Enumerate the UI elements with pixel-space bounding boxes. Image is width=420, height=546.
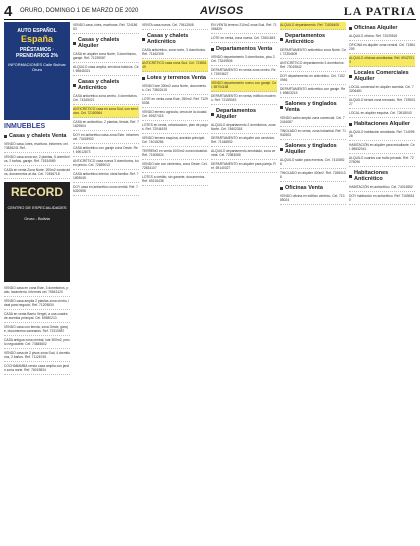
classified-ad: VENDO casa, lotes, escrituras. Ref. 72418653 [73,22,139,34]
page-number: 4 [4,2,13,20]
classified-ad: ALQUILO cuartos con baño privado. Ref. 72275096 [349,155,415,167]
category-heading: Habitaciones Alquiler [349,121,415,127]
category-heading: Casas y chalets Anticrético [142,33,208,45]
classified-ad: VENDO casa, lotes, escritura. Informes: cel. 73836241 Ref. [4,141,70,153]
highlighted-ad: ALQUILO oficinas amobladas. Ref. 69427013 [349,55,415,67]
classified-ad: VENDO lote 300m2 zona Norte, documentos. Cel. 73802415 [142,83,208,95]
classified-ad: LOTES en venta, urbanización, plan de pagos. Ref. 72046193 [142,122,208,134]
classified-ad: VENDO casa con tienda, zona Oeste, garaje, documentos saneados. Ref. 72310987 [4,324,70,336]
classified-ad: TINGLADO en venta, zona industrial. Ref. 71942503 [280,128,346,140]
classified-ad: ALQUILO departamento amoblado, zona central. Cel. 72983065 [211,148,277,160]
header-rule [4,19,416,20]
classified-ad: HABITACIÓN en anticrético. Cel. 74013852 [349,184,415,192]
classified-ad: LOCAL en alquiler esquina. Cel. 72618043 [349,110,415,118]
classified-ad: VENDO terreno esquina, avenida principal. Cel. 74018256 [142,135,208,147]
classified-ad: ANTICRÉTICO departamento 3 dormitorios. Ref. 73019842 [280,60,346,72]
column-1 [4,22,70,542]
classified-ad: TERRENO en venta 1000m2 zona industrial. Ref. 71605824 [142,148,208,160]
classified-ad: DEPARTAMENTO anticrético con garaje. Ref. 69803215 [280,86,346,98]
classified-ad: DOY habitación en anticrético. Ref. 71696340 [349,193,415,205]
category-heading: Locales Comerciales Alquiler [349,70,415,82]
auto-espanol-ad [4,22,70,120]
category-heading: Casas y chalets Alquiler [73,37,139,49]
classified-ad: DEPARTAMENTO en alquiler con servicios. Ref. 71348592 [211,135,277,147]
classified-ad: VENDO casa zona sur, 2 plantas, 5 dormitorios, 2 baños, garaje. Ref. 71834569 [4,154,70,166]
column-6 [349,22,415,542]
column-4 [211,22,277,542]
highlighted-ad: ANTICRÉTICO casa en zona Sud, con servicios. Cel. 72180564 [73,106,139,118]
category-heading: Departamentos Alquiler [211,108,277,120]
classified-ad: CASA anticrético zona centro, 4 dormitorios. Cel. 74345021 [73,93,139,105]
classified-ad: VENTA casa nueva. Cel. 79412508 [142,22,208,30]
classified-ad: DEPARTAMENTO anticrético zona Norte. Cel. 72354609 [280,47,346,59]
column-5 [280,22,346,542]
classified-ad: OFICINA en alquiler zona central. Cel. 71584209 [349,42,415,54]
newspaper-brand: LA PATRIA [343,3,416,18]
classified-ad: DEPARTAMENTO en alquiler para pareja. Ref. 69140327 [211,161,277,173]
column-2 [73,22,139,542]
classified-ad: LOTE en venta, zona nueva. Cel. 72601843 [211,35,277,43]
category-heading: Habitaciones Anticrético [349,170,415,182]
classified-ad: ALQUILO casa amplia, servicios básicos. Cel. 69845321 [73,64,139,76]
category-heading: Salones y tinglados Venta [280,101,346,113]
inmuebles-heading: INMUEBLES [4,123,46,130]
classified-ad: ALQUILO salón para eventos. Cel. 74108926 [280,157,346,169]
classified-ad: VENDO salón amplio zona comercial. Cel. 72416087 [280,115,346,127]
classified-ad: DEPARTAMENTO en venta, edificio moderno. Ref. 72159043 [211,93,277,105]
category-heading: Departamentos Anticrético [280,33,346,45]
section-title: AVISOS [200,5,244,17]
classified-ad: VENDO departamento 3 dormitorios, piso 2. Cel. 73249506 [211,54,277,66]
ad-line: INFORMACIONES Calle Bolívar Oruro [8,62,66,72]
category-heading: Lotes y terrenos Venta [142,75,208,81]
category-heading: Casas y chalets Venta [4,133,70,139]
classified-ad: CASA anticrético, zona norte, 3 dormitorios. Ref. 71462305 [142,47,208,59]
classified-ad: DEPARTAMENTO en venta zona centro. Ref. 71903627 [211,67,277,79]
classified-ad: ALQUILO habitación amoblada. Ref. 71409528 [349,129,415,141]
classified-ad: LOTE en venta zona Este, 250m2. Ref. 71295038 [142,96,208,108]
classified-ad: DOY en anticrético casa zona Este. Informes cel. 73418902 [73,132,139,144]
classified-ad: VENDO terreno agrícola, cerca de la ciudad. Cel. 69327415 [142,109,208,121]
highlighted-ad: VENDO departamento nuevo con garaje. Cel. 69704158 [211,80,277,92]
page-header [4,3,416,19]
column-3 [142,22,208,542]
classified-ad: LOTES a crédito, sin garante, documentos. Ref. 69215438 [142,174,208,186]
classified-ad: VENDO casa amplia 2 plantas zona centro, ideal para negocio. Ref. 71209834 [4,298,70,310]
classified-ad: ANTICRÉTICO casa nueva 3 dormitorios, buen precio. Cel. 72659013 [73,158,139,170]
ad-line: España [20,34,53,44]
classified-ad: CASA anticrético con garaje zona Oeste. Ref. 69012873 [73,145,139,157]
classified-ad: COCHABAMBA vendo casa amplia con jardín zona norte. Ref. 76019834 [4,363,70,375]
classified-ad: ALQUILO departamento 2 dormitorios, zona Norte. Cel. 74602318 [211,122,277,134]
category-heading: Departamentos Venta [211,46,277,52]
classified-ad: CASA en anticrético, 2 plantas, tienda. Ref. 71629504 [73,119,139,131]
ad-line: AUTO ESPAÑOL [17,28,57,34]
classified-ad: HABITACIÓN en alquiler para estudiante. Cel. 69832041 [349,142,415,154]
highlighted-ad: ALQUILO departamento. Ref. 71826405 [280,22,346,30]
classified-ad: CASA en venta Zona Norte, 200m2 construidos, documentos al día. Cel. 72456718 [4,167,70,179]
category-heading: Oficinas Venta [280,185,346,191]
classified-ad: VENDO lote con cimientos, zona Oeste. Cel. 72834107 [142,161,208,173]
category-heading: Salones y tinglados Alquiler [280,143,346,155]
classified-ad: VENDO oficina en edificio céntrico. Cel. 71385024 [280,193,346,205]
classified-ad: CASA antigua zona central, lote 300m2, precio negociable. Cel. 73845602 [4,337,70,349]
classified-ad: ALQUILO tienda zona mercado. Ref. 71950327 [349,97,415,109]
record-ad: RECORD CENTRO DE ESPECIALIDADES Oruro - Bolivia [4,182,70,282]
classified-ad: ALQUILO oficina. Ref. 72039516 [349,33,415,41]
page-date: ORURO, DOMINGO 1 DE MARZO DE 2020 [20,8,139,14]
highlighted-ad: ANTICRÉTICO casa zona Sud. Cel. 72385149 [142,60,208,72]
classified-ad: DOY departamento en anticrético. Cel. 71520946 [280,73,346,85]
classified-ad: EN VENTA terreno 210m2 zona Sud. Ref. 71054829 [211,22,277,34]
category-heading: Casas y chalets Anticrético [73,79,139,91]
classified-ad: LOCAL comercial en alquiler avenida. Cel. 73206481 [349,84,415,96]
classified-ad: DOY casa en anticrético zona central. Ref. 76320598 [73,184,139,196]
classified-ad: VENDO casa de 2 pisos zona Sud, 4 dormitorios, 2 baños. Ref. 71126745 [4,350,70,362]
category-heading: Oficinas Alquiler [349,25,415,31]
classified-ad: TINGLADO en alquiler 400m2. Ref. 72650138 [280,170,346,182]
classified-ad: VENDO casa en zona Este, 3 dormitorios, patio, lavandería. Informes cel. 76543120 [4,285,70,297]
classified-ad: CASA en alquiler zona Norte, 3 dormitorios, garaje. Ref. 71239087 [73,51,139,63]
classified-ad: CASA anticrético interior, ideal familia. Ref. 71893045 [73,171,139,183]
classified-ad: CASA en venta Barrio Vergel, a una cuadra de avenida principal. Cel. 69580213 [4,311,70,323]
ad-line: PRÉSTAMOS · PRENDARIOS 2% [16,47,58,59]
